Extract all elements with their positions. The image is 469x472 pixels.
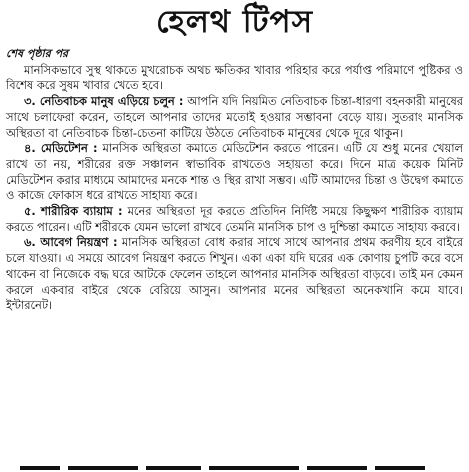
tip-paragraph <box>6 204 463 235</box>
tip-heading: ৫. শারীরিক ব্যায়াম : <box>24 204 123 219</box>
tip-heading: ৩. নেতিবাচক মানুষ এড়িয়ে চলুন : <box>24 94 184 109</box>
tip-body: মনের অস্থিরতা দূর করতে প্রতিদিন নির্দিষ্ট সময়ে কিছুক্ষণ শারীরিক ব্যায়াম করতে পারেন। এটি শরীরকে যেমন ভালো রাখবে তেমনি মানসিক চাপ ও দুশ্চিন্তা কমাতে সাহায্য করবে। <box>6 204 464 234</box>
continued-label: শেষ পৃষ্ঠার পর <box>6 47 69 60</box>
article-body <box>6 46 463 314</box>
intro-paragraph: মানসিকভাবে সুস্থ থাকতে মুখরোচক অথচ ক্ষতিকর খাবার পরিহার করে পর্যাপ্ত পরিমাণে পুষ্টিকর ও বিশেষ করে সুষম খাবার খেতে হবে। <box>6 62 463 93</box>
cropped-next-line <box>20 466 450 472</box>
tip-body: মানসিক অস্থিরতা কমাতে মেডিটেশন করতে পারেন। এটি যে শুধু মনের খেয়াল রাখে তা নয়, শরীরের রক্ত সঞ্চালন স্বাভাবিক রাখতেও সহায়তা করে। দিনে মাত্র কয়েক মিনিট মেডিটেশন করার মাধ্যমে আমাদের মনকে শান্ত ও স্থির রাখা সম্ভব। এটি আমাদের চিন্তা ও উদ্বেগ কমাতে ও কাজে ফোকাস ধরে রাখতে সাহায্য করে। <box>6 141 463 203</box>
tip-paragraph <box>6 141 463 204</box>
tip-heading: ৬. আবেগ নিয়ন্ত্রণ : <box>24 235 118 250</box>
page-title: হেলথ টিপস <box>155 4 314 40</box>
tip-heading: ৪. মেডিটেশন : <box>24 141 98 156</box>
tip-body: আপনি যদি নিয়মিত নেতিবাচক চিন্তা-ধারণা বহনকারী মানুষের সাথে চলাফেরা করেন, তাহলে আপনার তাদের মতোই হওয়ার সম্ভাবনা বেড়ে যায়। সুতরাং মানসিক অস্থিরতা বা নেতিবাচক চিন্তা-চেতনা কাটিয়ে উঠতে নেতিবাচক মানুষের থেকে দূরে থাকুন। <box>6 94 464 140</box>
masthead <box>0 0 469 44</box>
tip-paragraph <box>6 94 463 141</box>
tip-body: মানসিক অস্থিরতা বোধ করার সাথে সাথে আপনার প্রথম করণীয় হবে বাইরে চলে যাওয়া। এ সময়ে আবেগ নিয়ন্ত্রণ করতে শিখুন। একা একা যদি ঘরের এক কোণায় চুপটি করে বসে থাকেন বা নিজেকে বদ্ধ ঘরে আটকে ফেলেন তাহলে আপনার মানসিক অস্থিরতা বাড়বে। তাই মন কেমন করলে একবার বাইরে থেকে বেরিয়ে আসুন। আপনার মনের অস্থিরতা অনেকখানি কমে যাবে। ইন্টারনেট। <box>6 235 463 313</box>
tip-paragraph <box>6 235 463 314</box>
